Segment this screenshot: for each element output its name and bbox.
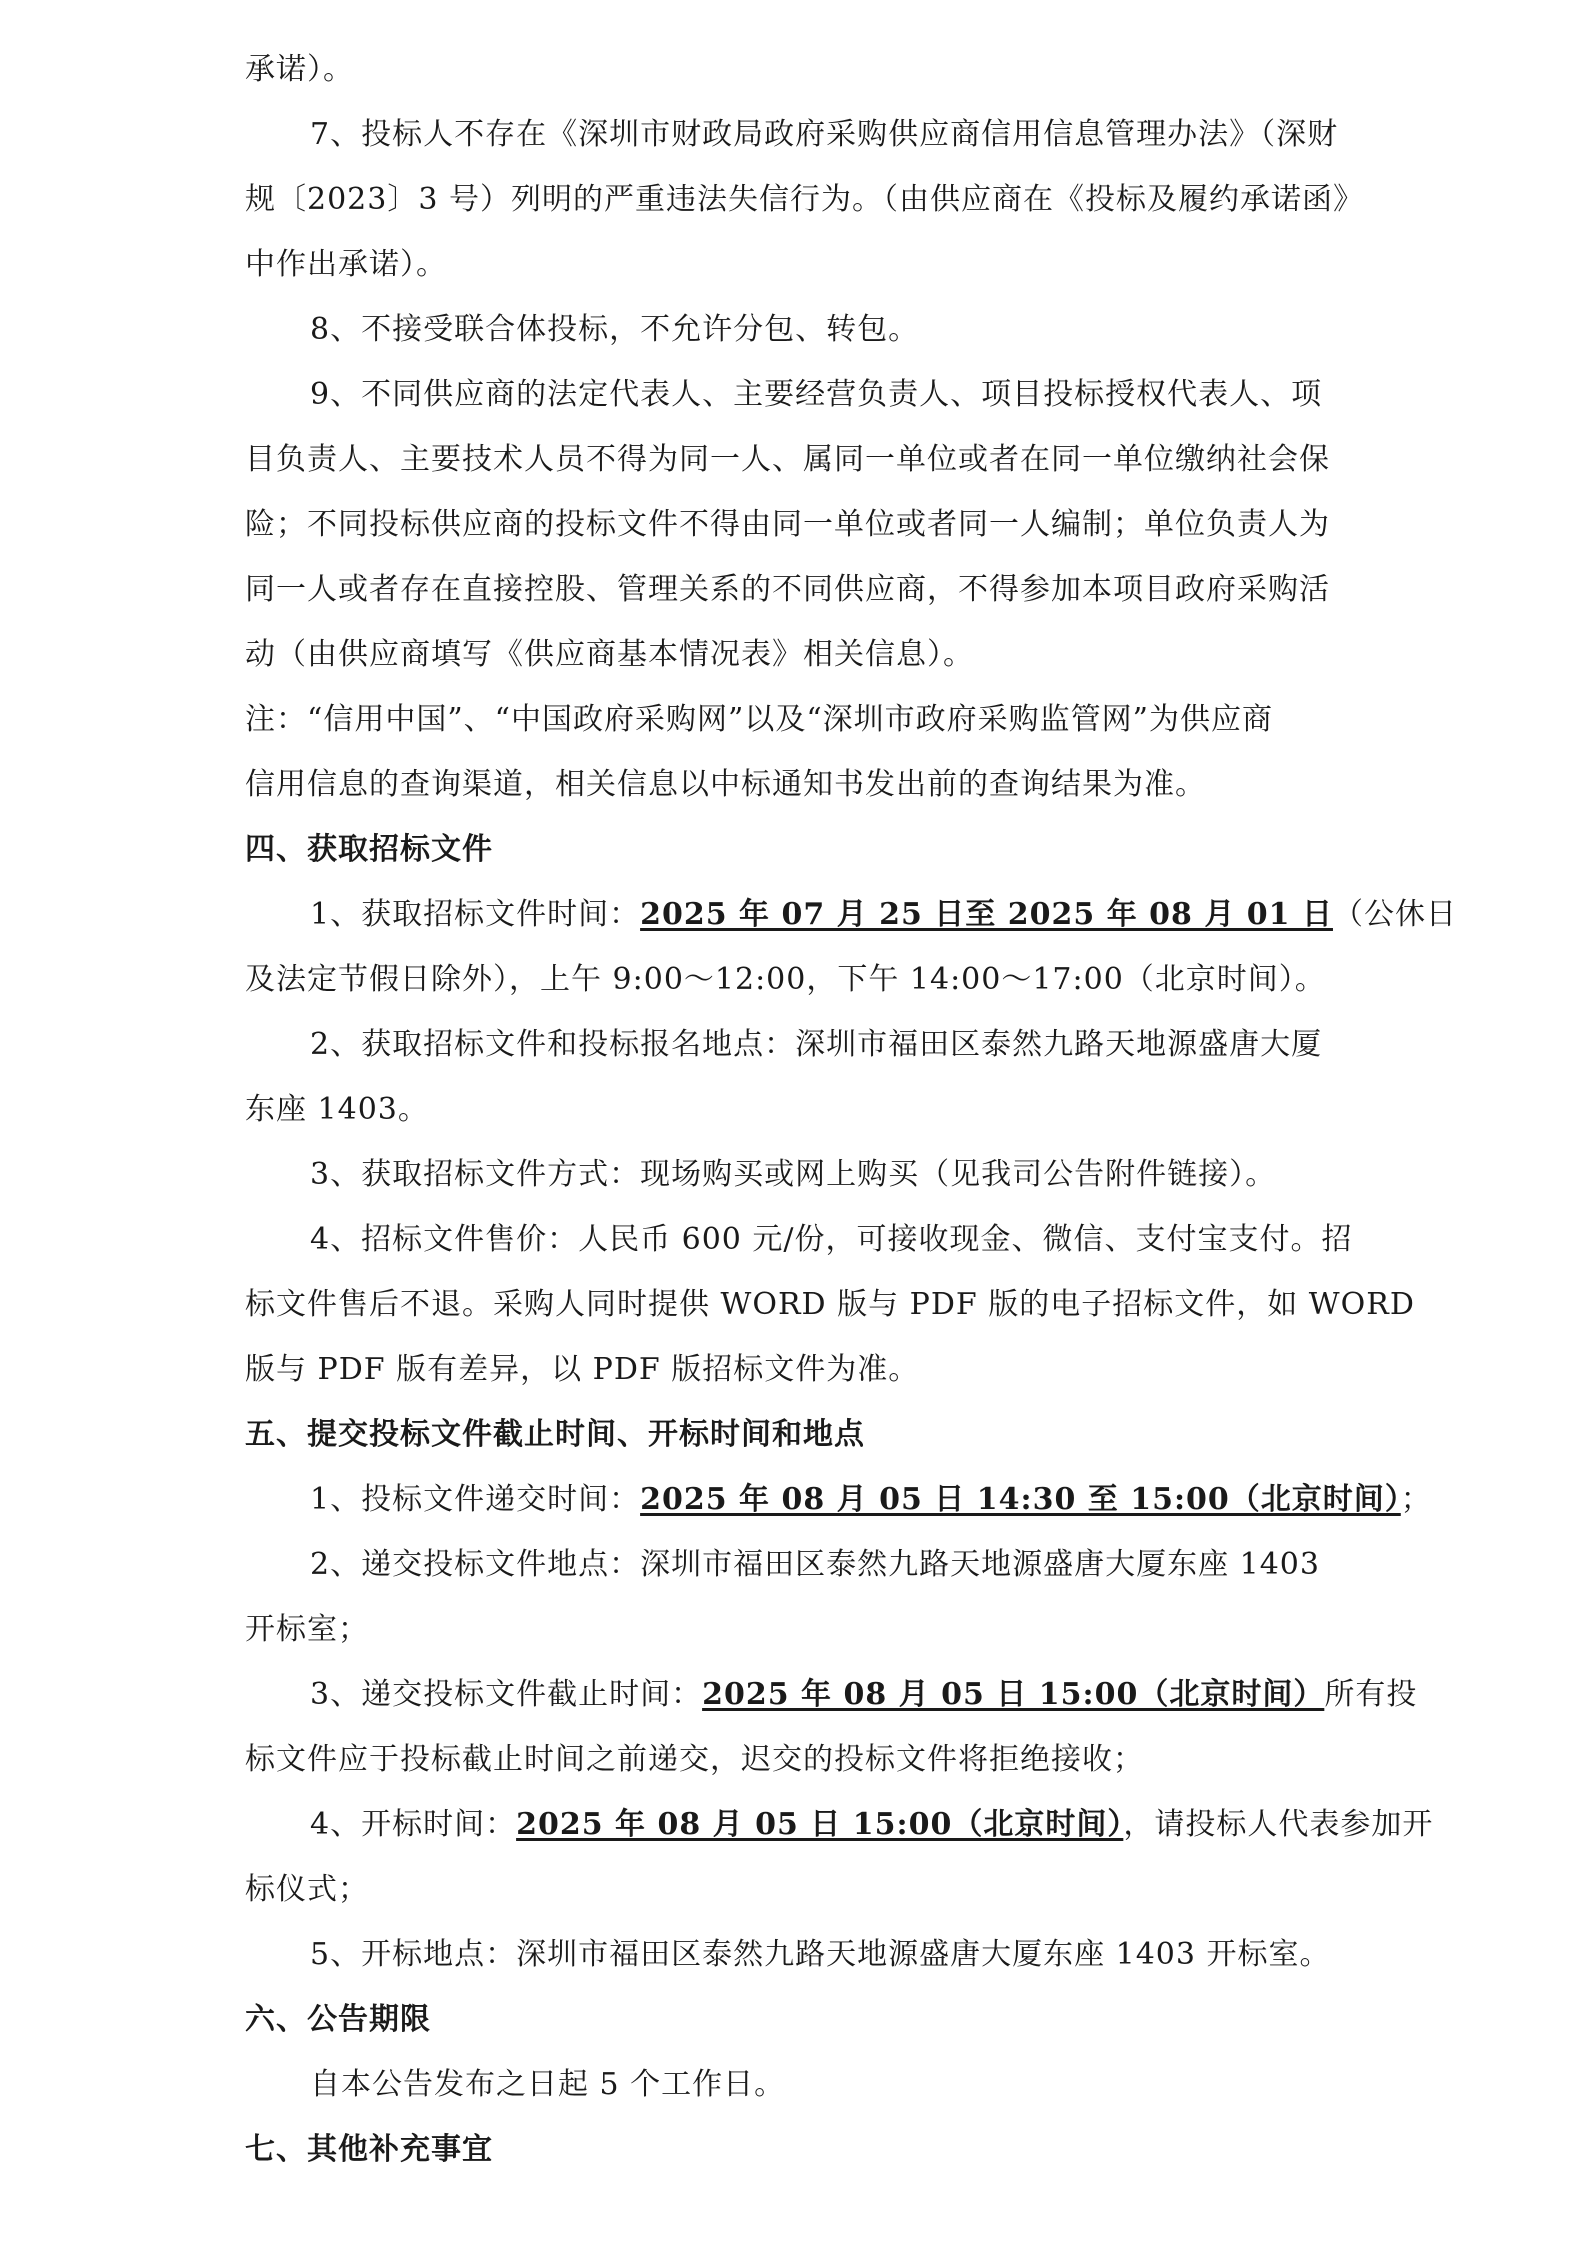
text-line: 同一人或者存在直接控股、管理关系的不同供应商，不得参加本项目政府采购活	[245, 572, 1330, 607]
note-line: 信用信息的查询渠道，相关信息以中标通知书发出前的查询结果为准。	[245, 767, 1206, 802]
text-line: 标文件应于投标截止时间之前递交，迟交的投标文件将拒绝接收；	[245, 1742, 1144, 1777]
text-line: 1、投标文件递交时间：2025 年 08 月 05 日 14:30 至 15:00（北京时间）；	[310, 1482, 1432, 1517]
text-line: 承诺）。	[245, 52, 354, 87]
text-line: 3、递交投标文件截止时间：2025 年 08 月 05 日 15:00（北京时间）所有投	[310, 1677, 1418, 1712]
text-line: 1、获取招标文件时间：2025 年 07 月 25 日至 2025 年 08 月 01 日（公休日	[310, 897, 1457, 932]
text-line: 中作出承诺）。	[245, 247, 447, 282]
text-line: 5、开标地点：深圳市福田区泰然九路天地源盛唐大厦东座 1403 开标室。	[310, 1937, 1331, 1972]
text-line: 规〔2023〕3 号）列明的严重违法失信行为。（由供应商在《投标及履约承诺函》	[245, 182, 1364, 217]
text-line: 9、不同供应商的法定代表人、主要经营负责人、项目投标授权代表人、项	[310, 377, 1323, 412]
text-line: 2、获取招标文件和投标报名地点：深圳市福田区泰然九路天地源盛唐大厦	[310, 1027, 1323, 1062]
deadline-time: 2025 年 08 月 05 日 15:00（北京时间）	[702, 1677, 1325, 1712]
text-line: 目负责人、主要技术人员不得为同一人、属同一单位或者在同一单位缴纳社会保	[245, 442, 1330, 477]
section-heading: 七、其他补充事宜	[245, 2132, 493, 2167]
date-range: 2025 年 07 月 25 日至 2025 年 08 月 01 日	[640, 897, 1333, 932]
text-line: 及法定节假日除外），上午 9:00～12:00，下午 14:00～17:00（北京时间）。	[245, 962, 1326, 997]
section-heading: 六、公告期限	[245, 2002, 431, 2037]
submission-time: 2025 年 08 月 05 日 14:30 至 15:00（北京时间）	[640, 1482, 1401, 1517]
text-line: 2、递交投标文件地点：深圳市福田区泰然九路天地源盛唐大厦东座 1403	[310, 1547, 1320, 1582]
text-line: 版与 PDF 版有差异，以 PDF 版招标文件为准。	[245, 1352, 920, 1387]
text-line: 动（由供应商填写《供应商基本情况表》相关信息）。	[245, 637, 974, 672]
note-line: 注：“信用中国”、“中国政府采购网”以及“深圳市政府采购监管网”为供应商	[245, 702, 1274, 737]
text-line: 东座 1403。	[245, 1092, 429, 1127]
text-line: 险；不同投标供应商的投标文件不得由同一单位或者同一人编制；单位负责人为	[245, 507, 1330, 542]
opening-time: 2025 年 08 月 05 日 15:00（北京时间）	[516, 1807, 1124, 1842]
text-line: 标文件售后不退。采购人同时提供 WORD 版与 PDF 版的电子招标文件，如 WORD	[245, 1287, 1415, 1322]
text-line: 8、不接受联合体投标，不允许分包、转包。	[310, 312, 920, 347]
text-line: 4、招标文件售价：人民币 600 元/份，可接收现金、微信、支付宝支付。招	[310, 1222, 1353, 1257]
text-line: 7、投标人不存在《深圳市财政局政府采购供应商信用信息管理办法》（深财	[310, 117, 1339, 152]
text-line: 开标室；	[245, 1612, 369, 1647]
text-line: 4、开标时间：2025 年 08 月 05 日 15:00（北京时间），请投标人代表参加开	[310, 1807, 1434, 1842]
text-line: 标仪式；	[245, 1872, 369, 1907]
section-heading: 四、获取招标文件	[245, 832, 493, 867]
section-heading: 五、提交投标文件截止时间、开标时间和地点	[245, 1417, 865, 1452]
text-line: 自本公告发布之日起 5 个工作日。	[310, 2067, 786, 2102]
text-line: 3、获取招标文件方式：现场购买或网上购买（见我司公告附件链接）。	[310, 1157, 1277, 1192]
